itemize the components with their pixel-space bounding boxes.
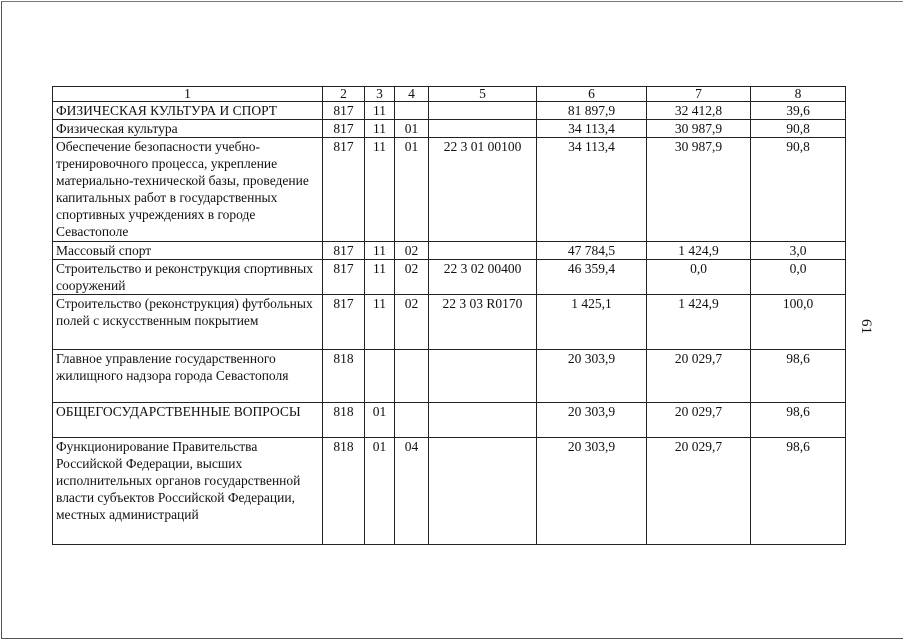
row-label: Обеспечение безопасности учебно-тренировочного процесса, укрепление материально-технической базы, проведение капитальных работ в государственных спортивных учреждениях в городе Севастополе xyxy=(53,138,323,242)
header-row xyxy=(53,87,846,102)
cell: 11 xyxy=(365,242,395,260)
cell xyxy=(429,350,537,403)
cell: 20 029,7 xyxy=(647,350,751,403)
cell xyxy=(395,350,429,403)
cell: 817 xyxy=(323,295,365,350)
cell xyxy=(429,242,537,260)
cell: 02 xyxy=(395,242,429,260)
cell: 20 029,7 xyxy=(647,438,751,545)
budget-table xyxy=(52,86,846,545)
cell: 81 897,9 xyxy=(537,102,647,120)
cell: 01 xyxy=(365,438,395,545)
cell: 90,8 xyxy=(751,138,846,242)
row-label: Массовый спорт xyxy=(53,242,323,260)
cell: 818 xyxy=(323,350,365,403)
cell: 11 xyxy=(365,260,395,295)
cell: 01 xyxy=(395,138,429,242)
cell: 817 xyxy=(323,260,365,295)
cell xyxy=(395,102,429,120)
cell: 817 xyxy=(323,120,365,138)
row-label: Функционирование Правительства Российской Федерации, высших исполнительных органов государственной власти субъектов Российской Федерации, местных администраций xyxy=(53,438,323,545)
cell: 22 3 01 00100 xyxy=(429,138,537,242)
cell: 818 xyxy=(323,403,365,438)
cell: 817 xyxy=(323,138,365,242)
cell: 46 359,4 xyxy=(537,260,647,295)
cell: 20 303,9 xyxy=(537,403,647,438)
cell: 20 029,7 xyxy=(647,403,751,438)
cell: 30 987,9 xyxy=(647,138,751,242)
cell xyxy=(395,403,429,438)
cell: 34 113,4 xyxy=(537,120,647,138)
cell: 20 303,9 xyxy=(537,438,647,545)
row-label: Главное управление государственного жилищного надзора города Севастополя xyxy=(53,350,323,403)
cell: 39,6 xyxy=(751,102,846,120)
cell: 32 412,8 xyxy=(647,102,751,120)
header-cell: 4 xyxy=(395,87,429,102)
cell: 98,6 xyxy=(751,403,846,438)
cell: 98,6 xyxy=(751,350,846,403)
header-cell: 7 xyxy=(647,87,751,102)
header-cell: 3 xyxy=(365,87,395,102)
cell: 11 xyxy=(365,102,395,120)
cell: 817 xyxy=(323,102,365,120)
cell: 02 xyxy=(395,260,429,295)
cell: 3,0 xyxy=(751,242,846,260)
cell: 02 xyxy=(395,295,429,350)
cell: 01 xyxy=(395,120,429,138)
header-cell: 8 xyxy=(751,87,846,102)
cell: 11 xyxy=(365,138,395,242)
cell: 0,0 xyxy=(647,260,751,295)
table-row xyxy=(53,350,846,403)
table-row xyxy=(53,403,846,438)
row-label: ФИЗИЧЕСКАЯ КУЛЬТУРА И СПОРТ xyxy=(53,102,323,120)
cell: 30 987,9 xyxy=(647,120,751,138)
cell: 11 xyxy=(365,120,395,138)
cell: 1 424,9 xyxy=(647,295,751,350)
cell: 98,6 xyxy=(751,438,846,545)
header-cell: 2 xyxy=(323,87,365,102)
table-row xyxy=(53,102,846,120)
cell: 11 xyxy=(365,295,395,350)
table-row xyxy=(53,242,846,260)
cell: 1 425,1 xyxy=(537,295,647,350)
cell xyxy=(429,102,537,120)
table-row xyxy=(53,120,846,138)
cell: 90,8 xyxy=(751,120,846,138)
row-label: Строительство и реконструкция спортивных сооружений xyxy=(53,260,323,295)
cell: 1 424,9 xyxy=(647,242,751,260)
cell: 22 3 03 R0170 xyxy=(429,295,537,350)
table-row xyxy=(53,260,846,295)
row-label: ОБЩЕГОСУДАРСТВЕННЫЕ ВОПРОСЫ xyxy=(53,403,323,438)
header-cell: 1 xyxy=(53,87,323,102)
cell: 817 xyxy=(323,242,365,260)
table-row xyxy=(53,438,846,545)
cell: 34 113,4 xyxy=(537,138,647,242)
cell xyxy=(429,120,537,138)
cell: 0,0 xyxy=(751,260,846,295)
cell: 04 xyxy=(395,438,429,545)
table-row xyxy=(53,138,846,242)
header-cell: 6 xyxy=(537,87,647,102)
cell xyxy=(429,438,537,545)
cell xyxy=(429,403,537,438)
table-row xyxy=(53,295,846,350)
cell: 100,0 xyxy=(751,295,846,350)
cell: 818 xyxy=(323,438,365,545)
cell xyxy=(365,350,395,403)
header-cell: 5 xyxy=(429,87,537,102)
cell: 22 3 02 00400 xyxy=(429,260,537,295)
cell: 47 784,5 xyxy=(537,242,647,260)
cell: 20 303,9 xyxy=(537,350,647,403)
cell: 01 xyxy=(365,403,395,438)
row-label: Строительство (реконструкция) футбольных полей с искусственным покрытием xyxy=(53,295,323,350)
row-label: Физическая культура xyxy=(53,120,323,138)
page-number: 61 xyxy=(858,319,874,334)
